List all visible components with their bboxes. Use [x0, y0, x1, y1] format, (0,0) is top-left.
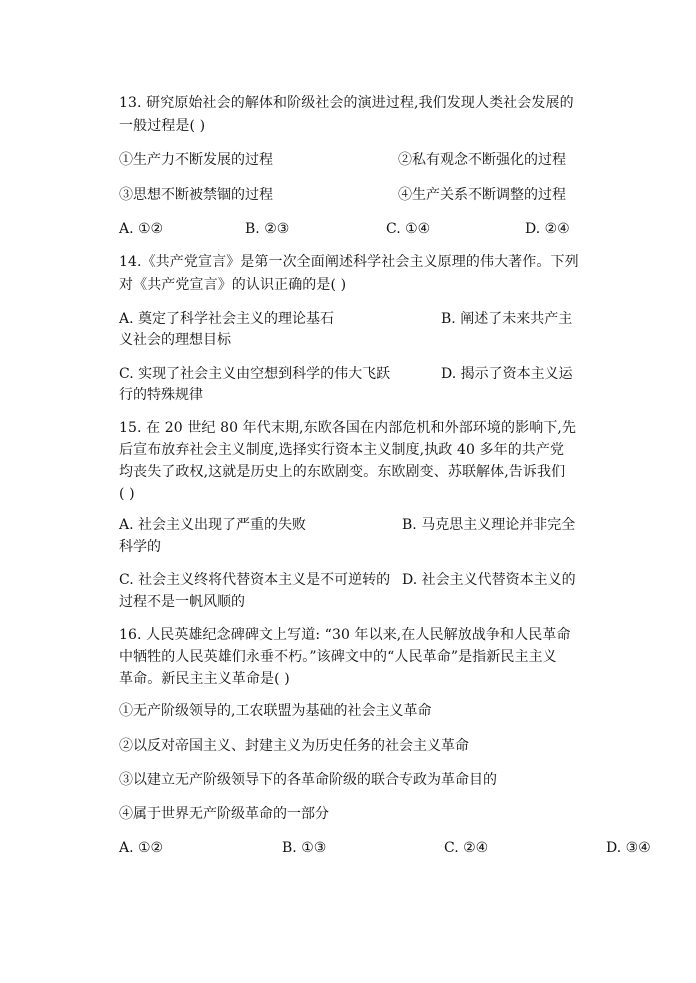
question-15-stem-line-3: 均丧失了政权,这就是历史上的东欧剧变。东欧剧变、苏联解体,告诉我们	[119, 464, 566, 480]
question-13-choice-c[interactable]: C. ①④	[386, 221, 431, 237]
question-16-stem-line-1: 16. 人民英雄纪念碑碑文上写道: “30 年以来,在人民解放战争和人民革命	[119, 627, 571, 643]
question-14-stem-line-2: 对《共产党宣言》的认识正确的是( )	[119, 277, 347, 293]
question-13-statement-3: ③思想不断被禁锢的过程	[119, 187, 273, 203]
question-15-option-b[interactable]: B. 马克思主义理论并非完全	[402, 517, 576, 533]
question-14-option-b-continuation: 义社会的理想目标	[119, 332, 231, 348]
question-15-option-d[interactable]: D. 社会主义代替资本主义的	[402, 572, 576, 588]
question-14-option-d-continuation: 行的特殊规律	[119, 387, 203, 403]
question-13-statement-4: ④生产关系不断调整的过程	[398, 187, 566, 203]
question-14-option-b[interactable]: B. 阐述了未来共产主	[441, 311, 573, 327]
question-13-statement-1: ①生产力不断发展的过程	[119, 152, 273, 168]
question-16-choice-b[interactable]: B. ①③	[282, 840, 327, 856]
question-13-statement-2: ②私有观念不断强化的过程	[398, 152, 566, 168]
question-16-statement-1: ①无产阶级领导的,工农联盟为基础的社会主义革命	[119, 703, 432, 719]
question-13-choice-b[interactable]: B. ②③	[245, 221, 290, 237]
question-16-statement-4: ④属于世界无产阶级革命的一部分	[119, 806, 329, 822]
question-16-choice-a[interactable]: A. ①②	[119, 840, 164, 856]
question-16-stem-line-3: 革命。新民主主义革命是( )	[119, 671, 290, 687]
question-14-option-a[interactable]: A. 奠定了科学社会主义的理论基石	[119, 311, 335, 327]
question-15-option-c[interactable]: C. 社会主义终将代替资本主义是不可逆转的	[119, 572, 391, 588]
question-15-stem-line-4: ( )	[119, 486, 135, 502]
question-16-choice-c[interactable]: C. ②④	[444, 840, 489, 856]
question-16-statement-3: ③以建立无产阶级领导下的各革命阶级的联合专政为革命目的	[119, 772, 497, 788]
question-16-stem-line-2: 中牺牲的人民英雄们永垂不朽。”该碑文中的“人民革命”是指新民主主义	[119, 649, 557, 665]
question-13-stem-line-2: 一般过程是( )	[119, 118, 206, 134]
question-15-option-d-continuation: 过程不是一帆风顺的	[119, 594, 245, 610]
question-15-option-b-continuation: 科学的	[119, 539, 161, 555]
question-13-stem-line-1: 13. 研究原始社会的解体和阶级社会的演进过程,我们发现人类社会发展的	[119, 95, 574, 111]
question-16-choice-d[interactable]: D. ③④	[606, 840, 651, 856]
question-14-option-c[interactable]: C. 实现了社会主义由空想到科学的伟大飞跃	[119, 366, 391, 382]
question-14-stem-line-1: 14.《共产党宣言》是第一次全面阐述科学社会主义原理的伟大著作。下列	[119, 254, 579, 270]
question-14-option-d[interactable]: D. 揭示了资本主义运	[441, 366, 573, 382]
question-15-stem-line-2: 后宣布放弃社会主义制度,选择实行资本主义制度,执政 40 多年的共产党	[119, 442, 565, 458]
question-13-choice-a[interactable]: A. ①②	[119, 221, 164, 237]
question-15-option-a[interactable]: A. 社会主义出现了严重的失败	[119, 517, 307, 533]
question-15-stem-line-1: 15. 在 20 世纪 80 年代末期,东欧各国在内部危机和外部环境的影响下,先	[119, 420, 577, 436]
question-16-statement-2: ②以反对帝国主义、封建主义为历史任务的社会主义革命	[119, 738, 469, 754]
question-13-choice-d[interactable]: D. ②④	[525, 221, 570, 237]
